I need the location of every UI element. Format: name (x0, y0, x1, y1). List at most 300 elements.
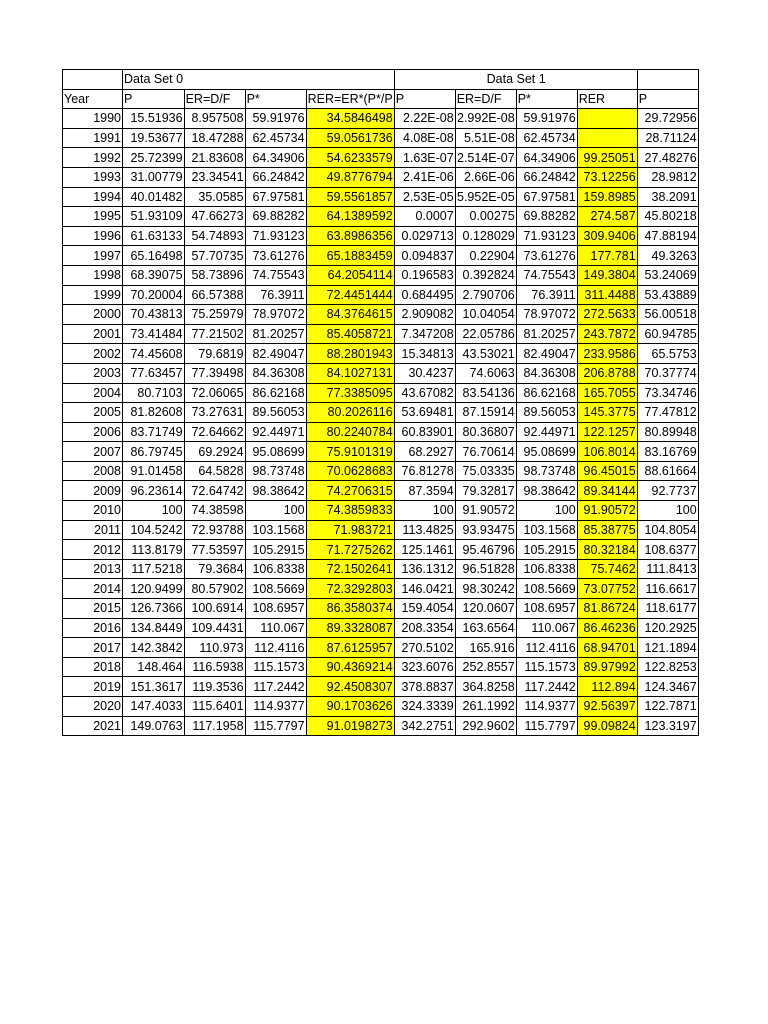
cell-er-set1[interactable]: 98.30242 (455, 579, 516, 599)
cell-rer-set1[interactable] (577, 109, 637, 129)
cell-pstar-set0[interactable]: 103.1568 (245, 520, 306, 540)
cell-pstar-set0[interactable]: 86.62168 (245, 383, 306, 403)
cell-rer-set1[interactable]: 85.38775 (577, 520, 637, 540)
cell-pstar-set0[interactable]: 84.36308 (245, 363, 306, 383)
cell-er-set1[interactable]: 75.03335 (455, 461, 516, 481)
col-header-p-set0[interactable]: P (123, 89, 185, 109)
cell-rer-set0[interactable]: 90.1703626 (306, 697, 394, 717)
cell-pstar-set1[interactable]: 105.2915 (516, 540, 577, 560)
cell-pstar-set0[interactable]: 108.5669 (245, 579, 306, 599)
cell-er-set0[interactable]: 79.6819 (184, 344, 245, 364)
cell-p-set2[interactable]: 83.16769 (637, 442, 698, 462)
cell-er-set1[interactable]: 2.66E-06 (455, 167, 516, 187)
cell-p-set1[interactable]: 136.1312 (394, 559, 455, 579)
cell-p-set1[interactable]: 76.81278 (394, 461, 455, 481)
cell-pstar-set1[interactable]: 86.62168 (516, 383, 577, 403)
cell-year[interactable]: 2010 (63, 501, 123, 521)
cell-pstar-set1[interactable]: 106.8338 (516, 559, 577, 579)
cell-rer-set1[interactable]: 106.8014 (577, 442, 637, 462)
cell-er-set1[interactable]: 163.6564 (455, 618, 516, 638)
cell-year[interactable]: 2005 (63, 403, 123, 423)
cell-pstar-set1[interactable]: 67.97581 (516, 187, 577, 207)
cell-year[interactable]: 1995 (63, 207, 123, 227)
cell-p-set0[interactable]: 104.5242 (123, 520, 185, 540)
cell-rer-set0[interactable]: 80.2026116 (306, 403, 394, 423)
cell-p-set2[interactable]: 88.61664 (637, 461, 698, 481)
cell-p-set1[interactable]: 7.347208 (394, 324, 455, 344)
cell-year[interactable]: 1996 (63, 226, 123, 246)
cell-year[interactable]: 2011 (63, 520, 123, 540)
cell-pstar-set0[interactable]: 62.45734 (245, 128, 306, 148)
cell-p-set1[interactable]: 0.0007 (394, 207, 455, 227)
cell-p-set0[interactable]: 83.71749 (123, 422, 185, 442)
cell-pstar-set0[interactable]: 74.75543 (245, 265, 306, 285)
cell-p-set0[interactable]: 31.00779 (123, 167, 185, 187)
cell-pstar-set0[interactable]: 115.1573 (245, 657, 306, 677)
cell-pstar-set0[interactable]: 92.44971 (245, 422, 306, 442)
cell-pstar-set1[interactable]: 115.7797 (516, 716, 577, 736)
cell-rer-set1[interactable]: 149.3804 (577, 265, 637, 285)
cell-rer-set0[interactable]: 70.0628683 (306, 461, 394, 481)
col-header-rer-set0[interactable]: RER=ER*(P*/P (306, 89, 394, 109)
cell-er-set0[interactable]: 72.06065 (184, 383, 245, 403)
cell-er-set0[interactable]: 23.34541 (184, 167, 245, 187)
cell-er-set1[interactable]: 22.05786 (455, 324, 516, 344)
cell-er-set0[interactable]: 73.27631 (184, 403, 245, 423)
cell-pstar-set1[interactable]: 110.067 (516, 618, 577, 638)
cell-rer-set0[interactable]: 86.3580374 (306, 599, 394, 619)
group-header-corner[interactable] (63, 70, 123, 90)
cell-year[interactable]: 1990 (63, 109, 123, 129)
cell-p-set2[interactable]: 121.1894 (637, 638, 698, 658)
cell-rer-set1[interactable]: 122.1257 (577, 422, 637, 442)
cell-er-set1[interactable]: 79.32817 (455, 481, 516, 501)
cell-p-set2[interactable]: 70.37774 (637, 363, 698, 383)
cell-er-set1[interactable]: 80.36807 (455, 422, 516, 442)
cell-p-set1[interactable]: 2.53E-05 (394, 187, 455, 207)
cell-er-set1[interactable]: 292.9602 (455, 716, 516, 736)
cell-year[interactable]: 2001 (63, 324, 123, 344)
cell-p-set0[interactable]: 77.63457 (123, 363, 185, 383)
cell-er-set0[interactable]: 64.5828 (184, 461, 245, 481)
cell-p-set2[interactable]: 53.24069 (637, 265, 698, 285)
cell-p-set2[interactable]: 38.2091 (637, 187, 698, 207)
cell-year[interactable]: 1991 (63, 128, 123, 148)
cell-pstar-set1[interactable]: 74.75543 (516, 265, 577, 285)
cell-rer-set0[interactable]: 49.8776794 (306, 167, 394, 187)
cell-rer-set1[interactable]: 73.12256 (577, 167, 637, 187)
cell-pstar-set0[interactable]: 82.49047 (245, 344, 306, 364)
cell-rer-set1[interactable]: 80.32184 (577, 540, 637, 560)
cell-rer-set0[interactable]: 80.2240784 (306, 422, 394, 442)
group-header-set1-span[interactable] (394, 70, 455, 90)
cell-er-set0[interactable]: 47.66273 (184, 207, 245, 227)
cell-rer-set0[interactable]: 87.6125957 (306, 638, 394, 658)
cell-year[interactable]: 2009 (63, 481, 123, 501)
cell-year[interactable]: 1998 (63, 265, 123, 285)
cell-er-set0[interactable]: 100.6914 (184, 599, 245, 619)
cell-p-set0[interactable]: 65.16498 (123, 246, 185, 266)
cell-rer-set1[interactable]: 99.09824 (577, 716, 637, 736)
cell-p-set0[interactable]: 15.51936 (123, 109, 185, 129)
cell-year[interactable]: 2018 (63, 657, 123, 677)
cell-p-set0[interactable]: 70.43813 (123, 305, 185, 325)
cell-pstar-set0[interactable]: 98.38642 (245, 481, 306, 501)
cell-er-set0[interactable]: 54.74893 (184, 226, 245, 246)
cell-p-set2[interactable]: 27.48276 (637, 148, 698, 168)
cell-pstar-set1[interactable]: 78.97072 (516, 305, 577, 325)
cell-year[interactable]: 2000 (63, 305, 123, 325)
cell-er-set1[interactable]: 5.952E-05 (455, 187, 516, 207)
cell-er-set0[interactable]: 66.57388 (184, 285, 245, 305)
cell-p-set2[interactable]: 123.3197 (637, 716, 698, 736)
cell-er-set0[interactable]: 119.3536 (184, 677, 245, 697)
cell-rer-set1[interactable]: 96.45015 (577, 461, 637, 481)
cell-p-set2[interactable]: 28.71124 (637, 128, 698, 148)
cell-rer-set1[interactable]: 165.7055 (577, 383, 637, 403)
cell-year[interactable]: 1997 (63, 246, 123, 266)
cell-er-set0[interactable]: 72.64662 (184, 422, 245, 442)
cell-er-set1[interactable]: 2.992E-08 (455, 109, 516, 129)
cell-er-set1[interactable]: 0.00275 (455, 207, 516, 227)
cell-pstar-set0[interactable]: 106.8338 (245, 559, 306, 579)
cell-rer-set1[interactable]: 89.34144 (577, 481, 637, 501)
cell-p-set0[interactable]: 142.3842 (123, 638, 185, 658)
cell-er-set1[interactable]: 91.90572 (455, 501, 516, 521)
group-header-set1[interactable]: Data Set 1 (455, 70, 577, 90)
cell-p-set2[interactable]: 80.89948 (637, 422, 698, 442)
cell-year[interactable]: 2021 (63, 716, 123, 736)
cell-p-set0[interactable]: 80.7103 (123, 383, 185, 403)
cell-pstar-set0[interactable]: 117.2442 (245, 677, 306, 697)
cell-pstar-set1[interactable]: 73.61276 (516, 246, 577, 266)
cell-er-set0[interactable]: 115.6401 (184, 697, 245, 717)
cell-p-set2[interactable]: 45.80218 (637, 207, 698, 227)
cell-p-set2[interactable]: 47.88194 (637, 226, 698, 246)
cell-er-set0[interactable]: 72.64742 (184, 481, 245, 501)
cell-er-set0[interactable]: 69.2924 (184, 442, 245, 462)
cell-pstar-set1[interactable]: 82.49047 (516, 344, 577, 364)
cell-p-set2[interactable]: 77.47812 (637, 403, 698, 423)
cell-rer-set1[interactable]: 206.8788 (577, 363, 637, 383)
cell-year[interactable]: 2006 (63, 422, 123, 442)
cell-p-set0[interactable]: 100 (123, 501, 185, 521)
cell-rer-set0[interactable]: 71.7275262 (306, 540, 394, 560)
cell-p-set0[interactable]: 74.45608 (123, 344, 185, 364)
cell-rer-set1[interactable] (577, 128, 637, 148)
cell-p-set1[interactable]: 68.2927 (394, 442, 455, 462)
cell-rer-set1[interactable]: 159.8985 (577, 187, 637, 207)
cell-p-set2[interactable]: 56.00518 (637, 305, 698, 325)
cell-pstar-set0[interactable]: 114.9377 (245, 697, 306, 717)
cell-pstar-set1[interactable]: 62.45734 (516, 128, 577, 148)
cell-p-set2[interactable]: 100 (637, 501, 698, 521)
cell-year[interactable]: 2020 (63, 697, 123, 717)
cell-p-set0[interactable]: 19.53677 (123, 128, 185, 148)
cell-p-set0[interactable]: 148.464 (123, 657, 185, 677)
cell-p-set0[interactable]: 70.20004 (123, 285, 185, 305)
cell-p-set2[interactable]: 53.43889 (637, 285, 698, 305)
col-header-er-set0[interactable]: ER=D/F (184, 89, 245, 109)
cell-p-set0[interactable]: 40.01482 (123, 187, 185, 207)
cell-year[interactable]: 1992 (63, 148, 123, 168)
cell-pstar-set1[interactable]: 64.34906 (516, 148, 577, 168)
cell-rer-set1[interactable]: 81.86724 (577, 599, 637, 619)
cell-er-set1[interactable]: 43.53021 (455, 344, 516, 364)
cell-p-set1[interactable]: 2.909082 (394, 305, 455, 325)
cell-pstar-set0[interactable]: 64.34906 (245, 148, 306, 168)
cell-p-set2[interactable]: 122.8253 (637, 657, 698, 677)
cell-p-set0[interactable]: 117.5218 (123, 559, 185, 579)
cell-year[interactable]: 2017 (63, 638, 123, 658)
cell-pstar-set1[interactable]: 108.6957 (516, 599, 577, 619)
cell-p-set1[interactable]: 87.3594 (394, 481, 455, 501)
cell-p-set0[interactable]: 68.39075 (123, 265, 185, 285)
cell-er-set0[interactable]: 80.57902 (184, 579, 245, 599)
cell-er-set1[interactable]: 364.8258 (455, 677, 516, 697)
cell-year[interactable]: 2012 (63, 540, 123, 560)
cell-er-set1[interactable]: 261.1992 (455, 697, 516, 717)
group-header-set0-span[interactable] (306, 70, 394, 90)
cell-rer-set0[interactable]: 84.3764615 (306, 305, 394, 325)
cell-er-set1[interactable]: 95.46796 (455, 540, 516, 560)
cell-p-set0[interactable]: 86.79745 (123, 442, 185, 462)
cell-rer-set1[interactable]: 274.587 (577, 207, 637, 227)
cell-p-set2[interactable]: 120.2925 (637, 618, 698, 638)
cell-er-set1[interactable]: 252.8557 (455, 657, 516, 677)
cell-p-set1[interactable]: 0.029713 (394, 226, 455, 246)
cell-p-set1[interactable]: 0.094837 (394, 246, 455, 266)
cell-year[interactable]: 2019 (63, 677, 123, 697)
cell-p-set1[interactable]: 146.0421 (394, 579, 455, 599)
cell-p-set0[interactable]: 51.93109 (123, 207, 185, 227)
cell-p-set0[interactable]: 134.8449 (123, 618, 185, 638)
cell-rer-set1[interactable]: 272.5633 (577, 305, 637, 325)
cell-er-set1[interactable]: 0.128029 (455, 226, 516, 246)
cell-p-set2[interactable]: 108.6377 (637, 540, 698, 560)
cell-rer-set0[interactable]: 71.983721 (306, 520, 394, 540)
cell-p-set0[interactable]: 120.9499 (123, 579, 185, 599)
cell-pstar-set1[interactable]: 66.24842 (516, 167, 577, 187)
cell-er-set0[interactable]: 77.21502 (184, 324, 245, 344)
cell-er-set1[interactable]: 0.22904 (455, 246, 516, 266)
cell-p-set1[interactable]: 15.34813 (394, 344, 455, 364)
col-header-year[interactable]: Year (63, 89, 123, 109)
cell-p-set1[interactable]: 100 (394, 501, 455, 521)
cell-p-set1[interactable]: 53.69481 (394, 403, 455, 423)
cell-er-set1[interactable]: 0.392824 (455, 265, 516, 285)
cell-p-set2[interactable]: 116.6617 (637, 579, 698, 599)
cell-rer-set1[interactable]: 311.4488 (577, 285, 637, 305)
cell-er-set0[interactable]: 74.38598 (184, 501, 245, 521)
cell-er-set1[interactable]: 5.51E-08 (455, 128, 516, 148)
col-header-er-set1[interactable]: ER=D/F (455, 89, 516, 109)
cell-pstar-set1[interactable]: 115.1573 (516, 657, 577, 677)
cell-p-set0[interactable]: 73.41484 (123, 324, 185, 344)
cell-pstar-set1[interactable]: 117.2442 (516, 677, 577, 697)
cell-p-set0[interactable]: 147.4033 (123, 697, 185, 717)
cell-er-set1[interactable]: 74.6063 (455, 363, 516, 383)
cell-pstar-set1[interactable]: 98.38642 (516, 481, 577, 501)
cell-rer-set0[interactable]: 65.1883459 (306, 246, 394, 266)
cell-pstar-set1[interactable]: 59.91976 (516, 109, 577, 129)
cell-rer-set1[interactable]: 233.9586 (577, 344, 637, 364)
cell-er-set1[interactable]: 2.790706 (455, 285, 516, 305)
cell-year[interactable]: 2004 (63, 383, 123, 403)
group-header-set0-span[interactable] (184, 70, 245, 90)
cell-pstar-set0[interactable]: 76.3911 (245, 285, 306, 305)
cell-year[interactable]: 2014 (63, 579, 123, 599)
cell-rer-set1[interactable]: 92.56397 (577, 697, 637, 717)
cell-p-set2[interactable]: 28.9812 (637, 167, 698, 187)
cell-rer-set0[interactable]: 64.2054114 (306, 265, 394, 285)
cell-p-set1[interactable]: 0.196583 (394, 265, 455, 285)
col-header-rer-set1[interactable]: RER (577, 89, 637, 109)
cell-pstar-set1[interactable]: 69.88282 (516, 207, 577, 227)
cell-year[interactable]: 2015 (63, 599, 123, 619)
cell-rer-set1[interactable]: 99.25051 (577, 148, 637, 168)
cell-rer-set0[interactable]: 72.3292803 (306, 579, 394, 599)
cell-rer-set1[interactable]: 177.781 (577, 246, 637, 266)
cell-er-set0[interactable]: 18.47288 (184, 128, 245, 148)
cell-p-set2[interactable]: 29.72956 (637, 109, 698, 129)
cell-rer-set1[interactable]: 89.97992 (577, 657, 637, 677)
cell-rer-set1[interactable]: 243.7872 (577, 324, 637, 344)
cell-er-set0[interactable]: 110.973 (184, 638, 245, 658)
cell-p-set1[interactable]: 60.83901 (394, 422, 455, 442)
cell-er-set1[interactable]: 83.54136 (455, 383, 516, 403)
cell-year[interactable]: 2003 (63, 363, 123, 383)
cell-rer-set0[interactable]: 90.4369214 (306, 657, 394, 677)
cell-p-set1[interactable]: 208.3354 (394, 618, 455, 638)
group-header-set0-span[interactable] (245, 70, 306, 90)
cell-er-set1[interactable]: 2.514E-07 (455, 148, 516, 168)
cell-pstar-set1[interactable]: 103.1568 (516, 520, 577, 540)
cell-er-set0[interactable]: 58.73896 (184, 265, 245, 285)
group-header-tail[interactable] (637, 70, 698, 90)
cell-pstar-set0[interactable]: 78.97072 (245, 305, 306, 325)
cell-year[interactable]: 1994 (63, 187, 123, 207)
cell-er-set0[interactable]: 72.93788 (184, 520, 245, 540)
cell-er-set1[interactable]: 96.51828 (455, 559, 516, 579)
cell-er-set0[interactable]: 79.3684 (184, 559, 245, 579)
cell-pstar-set0[interactable]: 71.93123 (245, 226, 306, 246)
cell-pstar-set0[interactable]: 115.7797 (245, 716, 306, 736)
cell-rer-set0[interactable]: 75.9101319 (306, 442, 394, 462)
cell-pstar-set1[interactable]: 71.93123 (516, 226, 577, 246)
cell-er-set1[interactable]: 87.15914 (455, 403, 516, 423)
cell-p-set1[interactable]: 323.6076 (394, 657, 455, 677)
cell-er-set0[interactable]: 21.83608 (184, 148, 245, 168)
cell-pstar-set0[interactable]: 67.97581 (245, 187, 306, 207)
cell-p-set2[interactable]: 122.7871 (637, 697, 698, 717)
cell-year[interactable]: 2002 (63, 344, 123, 364)
cell-rer-set0[interactable]: 89.3328087 (306, 618, 394, 638)
cell-er-set1[interactable]: 10.04054 (455, 305, 516, 325)
cell-p-set1[interactable]: 43.67082 (394, 383, 455, 403)
cell-rer-set1[interactable]: 112.894 (577, 677, 637, 697)
cell-p-set1[interactable]: 270.5102 (394, 638, 455, 658)
cell-rer-set0[interactable]: 34.5846498 (306, 109, 394, 129)
cell-pstar-set0[interactable]: 89.56053 (245, 403, 306, 423)
cell-p-set2[interactable]: 65.5753 (637, 344, 698, 364)
cell-pstar-set1[interactable]: 92.44971 (516, 422, 577, 442)
cell-year[interactable]: 1993 (63, 167, 123, 187)
cell-er-set0[interactable]: 8.957508 (184, 109, 245, 129)
cell-rer-set0[interactable]: 59.0561736 (306, 128, 394, 148)
cell-rer-set0[interactable]: 92.4508307 (306, 677, 394, 697)
cell-er-set0[interactable]: 75.25979 (184, 305, 245, 325)
cell-p-set0[interactable]: 61.63133 (123, 226, 185, 246)
cell-er-set0[interactable]: 57.70735 (184, 246, 245, 266)
cell-er-set0[interactable]: 117.1958 (184, 716, 245, 736)
cell-rer-set1[interactable]: 68.94701 (577, 638, 637, 658)
cell-rer-set0[interactable]: 74.3859833 (306, 501, 394, 521)
cell-rer-set0[interactable]: 74.2706315 (306, 481, 394, 501)
cell-p-set1[interactable]: 125.1461 (394, 540, 455, 560)
cell-year[interactable]: 2007 (63, 442, 123, 462)
cell-p-set0[interactable]: 25.72399 (123, 148, 185, 168)
cell-pstar-set0[interactable]: 108.6957 (245, 599, 306, 619)
cell-p-set0[interactable]: 81.82608 (123, 403, 185, 423)
cell-p-set1[interactable]: 113.4825 (394, 520, 455, 540)
cell-er-set1[interactable]: 93.93475 (455, 520, 516, 540)
cell-pstar-set0[interactable]: 95.08699 (245, 442, 306, 462)
cell-rer-set1[interactable]: 91.90572 (577, 501, 637, 521)
cell-pstar-set0[interactable]: 112.4116 (245, 638, 306, 658)
cell-pstar-set0[interactable]: 105.2915 (245, 540, 306, 560)
cell-pstar-set0[interactable]: 100 (245, 501, 306, 521)
cell-pstar-set1[interactable]: 114.9377 (516, 697, 577, 717)
group-header-set1-span[interactable] (577, 70, 637, 90)
cell-rer-set0[interactable]: 59.5561857 (306, 187, 394, 207)
col-header-p-set2[interactable]: P (637, 89, 698, 109)
cell-er-set0[interactable]: 77.39498 (184, 363, 245, 383)
cell-p-set1[interactable]: 324.3339 (394, 697, 455, 717)
cell-pstar-set1[interactable]: 95.08699 (516, 442, 577, 462)
cell-er-set1[interactable]: 120.0607 (455, 599, 516, 619)
cell-p-set2[interactable]: 124.3467 (637, 677, 698, 697)
cell-pstar-set1[interactable]: 89.56053 (516, 403, 577, 423)
col-header-p-set1[interactable]: P (394, 89, 455, 109)
cell-er-set0[interactable]: 109.4431 (184, 618, 245, 638)
cell-rer-set0[interactable]: 88.2801943 (306, 344, 394, 364)
col-header-pstar-set1[interactable]: P* (516, 89, 577, 109)
cell-year[interactable]: 2013 (63, 559, 123, 579)
cell-p-set1[interactable]: 2.22E-08 (394, 109, 455, 129)
cell-year[interactable]: 2008 (63, 461, 123, 481)
cell-pstar-set0[interactable]: 110.067 (245, 618, 306, 638)
cell-p-set1[interactable]: 4.08E-08 (394, 128, 455, 148)
cell-p-set2[interactable]: 104.8054 (637, 520, 698, 540)
cell-pstar-set1[interactable]: 112.4116 (516, 638, 577, 658)
cell-p-set1[interactable]: 0.684495 (394, 285, 455, 305)
cell-pstar-set1[interactable]: 108.5669 (516, 579, 577, 599)
cell-p-set2[interactable]: 49.3263 (637, 246, 698, 266)
cell-p-set0[interactable]: 149.0763 (123, 716, 185, 736)
col-header-pstar-set0[interactable]: P* (245, 89, 306, 109)
cell-rer-set0[interactable]: 64.1389592 (306, 207, 394, 227)
cell-rer-set0[interactable]: 63.8986356 (306, 226, 394, 246)
cell-pstar-set0[interactable]: 98.73748 (245, 461, 306, 481)
cell-p-set2[interactable]: 118.6177 (637, 599, 698, 619)
cell-pstar-set0[interactable]: 59.91976 (245, 109, 306, 129)
cell-pstar-set0[interactable]: 69.88282 (245, 207, 306, 227)
cell-pstar-set1[interactable]: 98.73748 (516, 461, 577, 481)
cell-er-set0[interactable]: 77.53597 (184, 540, 245, 560)
cell-pstar-set1[interactable]: 81.20257 (516, 324, 577, 344)
cell-p-set0[interactable]: 91.01458 (123, 461, 185, 481)
